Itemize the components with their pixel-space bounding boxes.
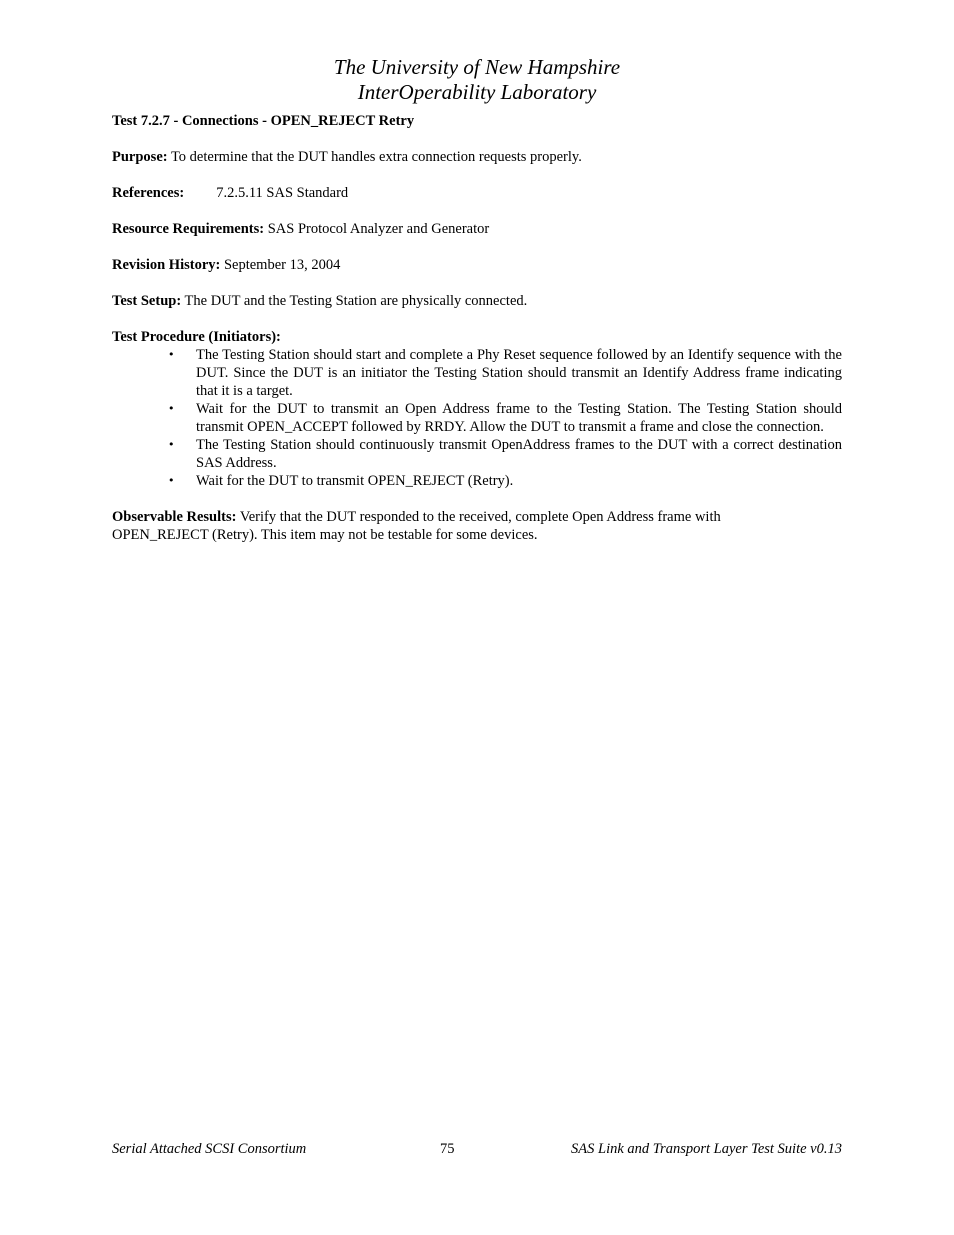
results-text-1: Verify that the DUT responded to the received, complete Open Address frame with [236, 509, 721, 525]
list-item [168, 346, 842, 400]
bullet-icon: • [168, 474, 175, 487]
resources-text: SAS Protocol Analyzer and Generator [264, 221, 490, 237]
procedure-step-text: The Testing Station should start and complete a Phy Reset sequence followed by an Identify sequence with the DUT. Since the DUT is an initiator the Testing Station should transmit an Identify Address frame indicating that it is a target. [196, 347, 842, 399]
references-text: 7.2.5.11 SAS Standard [216, 185, 349, 201]
results-section [112, 508, 842, 544]
revision-label: Revision History: [112, 257, 221, 273]
page-number: 75 [440, 1141, 455, 1157]
footer-consortium: Serial Attached SCSI Consortium [112, 1141, 307, 1157]
purpose-label: Purpose: [112, 149, 168, 165]
test-title: Test 7.2.7 - Connections - OPEN_REJECT Retry [112, 113, 415, 129]
procedure-step-text: Wait for the DUT to transmit OPEN_REJECT (Retry). [196, 473, 514, 489]
purpose-section [112, 148, 842, 166]
resources-section [112, 220, 842, 238]
results-line-1 [112, 508, 842, 526]
procedure-list [112, 346, 842, 490]
bullet-icon: • [168, 402, 175, 415]
references-section [112, 184, 842, 202]
results-text-2: OPEN_REJECT (Retry). This item may not be testable for some devices. [112, 527, 538, 543]
procedure-heading: Test Procedure (Initiators): [112, 329, 281, 345]
bullet-icon: • [168, 348, 175, 361]
setup-label: Test Setup: [112, 293, 182, 309]
document-body [112, 112, 842, 562]
procedure-step-text: The Testing Station should continuously transmit OpenAddress frames to the DUT with a correct destination SAS Address. [196, 437, 842, 471]
bullet-icon: • [168, 438, 175, 451]
results-label: Observable Results: [112, 509, 237, 525]
page-header [0, 55, 954, 105]
footer-suite-title: SAS Link and Transport Layer Test Suite v0.13 [571, 1141, 842, 1157]
revision-section [112, 256, 842, 274]
header-university: The University of New Hampshire [333, 55, 621, 79]
resources-label: Resource Requirements: [112, 221, 265, 237]
list-item [168, 472, 842, 490]
procedure-step-text: Wait for the DUT to transmit an Open Address frame to the Testing Station. The Testing Station should transmit OPEN_ACCEPT followed by RRDY. Allow the DUT to transmit a frame and close the connection. [196, 401, 842, 435]
purpose-text: To determine that the DUT handles extra connection requests properly. [167, 149, 582, 165]
references-label: References: [112, 185, 185, 201]
list-item [168, 400, 842, 436]
list-item [168, 436, 842, 472]
header-laboratory: InterOperability Laboratory [357, 80, 597, 104]
setup-text: The DUT and the Testing Station are physically connected. [181, 293, 528, 309]
revision-text: September 13, 2004 [220, 257, 341, 273]
setup-section [112, 292, 842, 310]
